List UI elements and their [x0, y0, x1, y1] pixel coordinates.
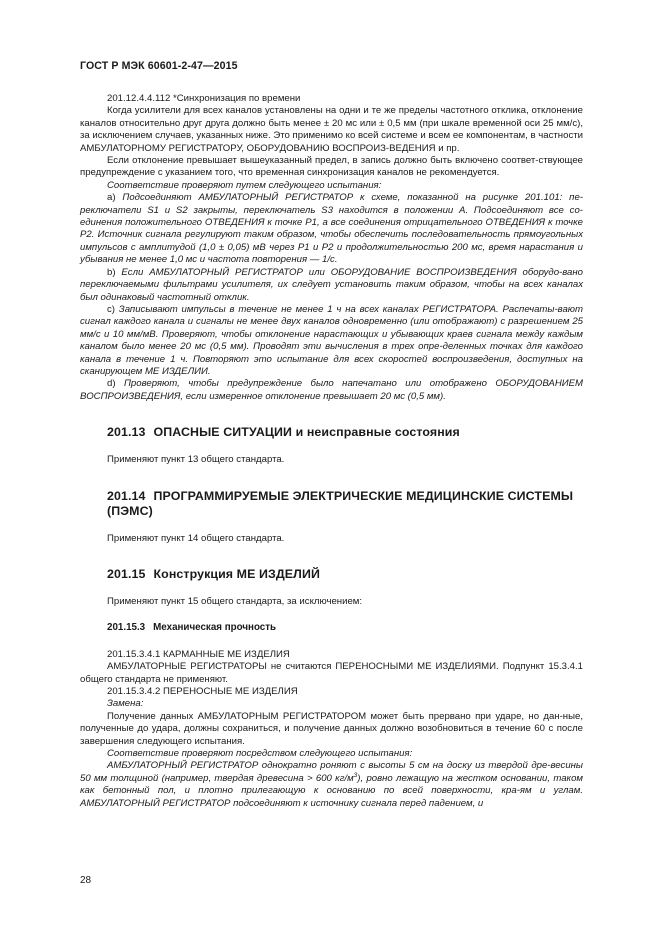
- test-intro: Соответствие проверяют посредством следующего испытания:: [107, 748, 413, 760]
- page-header: ГОСТ Р МЭК 60601-2-47—2015: [80, 60, 238, 72]
- section-heading-201-14: [80, 489, 583, 519]
- section-heading-201-15: [80, 567, 583, 582]
- paragraph: Если отклонение превышает вышеуказанный предел, в запись должно быть включено соответ-ствующее предупреждение с указанием того, что временная синхронизация каналов не рекомендуется.: [80, 155, 583, 179]
- section-number: 201.14: [107, 488, 146, 503]
- section-heading-201-13: [80, 425, 583, 440]
- step-text: Проверяют, чтобы предупреждение было напечатано или отображено ОБОРУДОВАНИЕМ ВОСПРОИЗВЕДЕНИЯ, если измеренное отклонение превышает 20 мс (0,5 мм).: [80, 378, 583, 402]
- test-text: ), ровно лежащую на жестком основании, таком как бетонный пол, и плотно прилегающую к основанию по всей поверхности, кра-ям и углам. АМБУЛАТОРНЫЙ РЕГИСТРАТОР подсоединяют к источнику сигнала перед падением, и: [80, 772, 583, 809]
- paragraph: Применяют пункт 13 общего стандарта.: [107, 454, 285, 466]
- test-intro: Соответствие проверяют путем следующего испытания:: [107, 179, 382, 191]
- page-content: [80, 93, 583, 810]
- replacement-label: Замена:: [107, 698, 144, 710]
- test-text: АМБУЛАТОРНЫЙ РЕГИСТРАТОР однократно роняют с высоты 5 см на доску из твердой дре-весины 50 мм толщиной (например, твердая древесина > 600 кг/м: [80, 760, 583, 784]
- step-label: а): [107, 192, 116, 204]
- test-step-b: [80, 267, 583, 304]
- subsection-heading: [80, 622, 583, 634]
- test-step-d: [80, 378, 583, 403]
- section-number: 201.15: [107, 566, 146, 581]
- paragraph: Применяют пункт 14 общего стандарта.: [107, 532, 285, 544]
- test-step-c: [80, 304, 583, 378]
- step-label: с): [107, 303, 115, 315]
- subsection-title: Механическая прочность: [153, 622, 277, 634]
- section-title: ОПАСНЫЕ СИТУАЦИИ и неисправные состояния: [153, 425, 460, 440]
- section-number: 201.13: [107, 425, 146, 440]
- step-text: Записывают импульсы в течение не менее 1 ч на всех каналах РЕГИСТРАТОРА. Распечаты-вают сигнал каждого канала и сигналы не менее двух каналов одновременно (или отображают) с разрешением 25 мм/с и 10 мм/мВ. Проверяют, чтобы отклонение нарастающих и убывающих краев сигнала между каждым каналом было менее 20 мс (0,5 мм). Проводят эти вычисления в трех опре-деленных точках для каждого канала в течение 1 ч. Повторяют это испытание для всех скоростей воспроизведения, доступных на сканирующем МЕ ИЗДЕЛИИ.: [80, 303, 583, 377]
- superscript: 3: [353, 771, 358, 779]
- step-text: Если АМБУЛАТОРНЫЙ РЕГИСТРАТОР или ОБОРУДОВАНИЕ ВОСПРОИЗВЕДЕНИЯ оборудо-вано переключаемыми фильтрами усилителя, их следует установить таким образом, чтобы на всех каналах был одинаковый частотный отклик.: [80, 266, 583, 303]
- paragraph: Получение данных АМБУЛАТОРНЫМ РЕГИСТРАТОРОМ может быть прервано при ударе, но дан-ные, полученные до удара, должны сохраниться, и получение данных должно возобновиться в течение 60 с после завершения следующего испытания.: [80, 710, 583, 747]
- paragraph: Когда усилители для всех каналов установлены на одни и те же пределы частотного отклика, отклонение каналов относительно друг друга должно быть менее ± 20 мс или ± 0,5 мм (при шкале временной оси 25 мм/с), за исключением случаев, указанных ниже. Это применимо ко всей системе и всем ее компонентам, в частности АМБУЛАТОРНОМУ РЕГИСТРАТОРУ, ОБОРУДОВАНИЮ ВОСПРОИЗ-ВЕДЕНИЯ и пр.: [80, 105, 583, 154]
- section-title: ПРОГРАММИРУЕМЫЕ ЭЛЕКТРИЧЕСКИЕ МЕДИЦИНСКИЕ СИСТЕМЫ (ПЭМС): [107, 488, 574, 518]
- clause-heading: 201.15.3.4.1 КАРМАННЫЕ МЕ ИЗДЕЛИЯ: [107, 648, 290, 660]
- step-text: Подсоединяют АМБУЛАТОРНЫЙ РЕГИСТРАТОР к схеме, показанной на рисунке 201.101: пе-реключатели S1 и S2 закрыты, переключатель S3 находится в положении А. Подсоединяют все со-единения положительного ОТВЕДЕНИЯ к точке Р1, а все соединения отрицательного ОТВЕДЕНИЯ к точке Р2. Источник сигнала регулируют таким образом, чтобы обеспечить последовательность прямоугольных импульсов с амплитудой (1,0 ± 0,05) мВ через Р1 и Р2 и продолжительностью 200 мс, время нарастания и убывания не менее 1,0 мс и частота повторения — 1/с.: [80, 192, 583, 266]
- test-step-a: [80, 192, 583, 266]
- step-label: b): [107, 266, 116, 278]
- subsection-number: 201.15.3: [107, 622, 146, 634]
- step-label: d): [107, 378, 116, 390]
- page-number: 28: [80, 875, 92, 886]
- test-procedure: [80, 760, 583, 810]
- paragraph: АМБУЛАТОРНЫЕ РЕГИСТРАТОРЫ не считаются ПЕРЕНОСНЫМИ МЕ ИЗДЕЛИЯМИ. Подпункт 15.3.4.1 общего стандарта не применяют.: [80, 661, 583, 685]
- paragraph: Применяют пункт 15 общего стандарта, за исключением:: [107, 595, 363, 607]
- clause-heading: 201.15.3.4.2 ПЕРЕНОСНЫЕ МЕ ИЗДЕЛИЯ: [107, 686, 298, 697]
- clause-heading: 201.12.4.4.112 *Синхронизация по времени: [107, 93, 301, 104]
- section-title: Конструкция МЕ ИЗДЕЛИЙ: [153, 566, 320, 581]
